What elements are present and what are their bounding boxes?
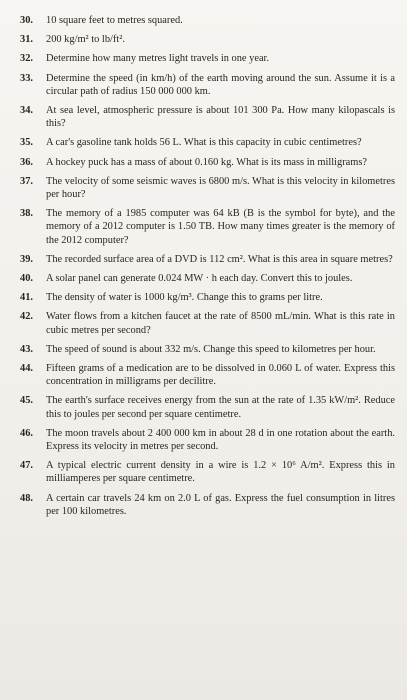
problem-item bbox=[16, 52, 395, 65]
problem-item bbox=[16, 272, 395, 285]
problem-item bbox=[16, 362, 395, 388]
problem-number: 46. bbox=[20, 427, 33, 439]
problem-text: A solar panel can generate 0.024 MW · h each day. Convert this to joules. bbox=[46, 273, 353, 285]
problem-item bbox=[16, 343, 395, 356]
problem-item bbox=[16, 104, 395, 130]
problem-number: 32. bbox=[20, 53, 33, 65]
problem-text: 10 square feet to metres squared. bbox=[46, 15, 183, 26]
problem-number: 48. bbox=[20, 492, 33, 504]
problem-number: 33. bbox=[20, 72, 33, 84]
problem-text: At sea level, atmospheric pressure is about 101 300 Pa. How many kilopascals is this? bbox=[46, 105, 395, 130]
problem-item bbox=[16, 207, 395, 247]
problem-text: Determine the speed (in km/h) of the earth moving around the sun. Assume it is a circular path of radius 150 000 000 km. bbox=[46, 72, 395, 97]
problem-number: 37. bbox=[20, 175, 33, 187]
problem-text: Fifteen grams of a medication are to be dissolved in 0.060 L of water. Express this concentration in milligrams per decilitre. bbox=[46, 363, 395, 388]
problem-text: The density of water is 1000 kg/m³. Change this to grams per litre. bbox=[46, 292, 323, 304]
problem-number: 34. bbox=[20, 105, 33, 117]
problem-item bbox=[16, 459, 395, 485]
problem-list bbox=[16, 14, 395, 518]
problem-text: The recorded surface area of a DVD is 112 cm². What is this area in square metres? bbox=[46, 253, 393, 265]
problem-text: The moon travels about 2 400 000 km in about 28 d in one rotation about the earth. Express its velocity in metres per second. bbox=[46, 427, 395, 453]
problem-text: 200 kg/m² to lb/ft². bbox=[46, 34, 125, 46]
problem-number: 47. bbox=[20, 460, 33, 472]
problem-number: 35. bbox=[20, 137, 33, 149]
problem-number: 42. bbox=[20, 311, 33, 323]
problem-item bbox=[16, 156, 395, 169]
problem-text: A car's gasoline tank holds 56 L. What is this capacity in cubic centimetres? bbox=[46, 137, 362, 149]
problem-item bbox=[16, 291, 395, 304]
problem-text: A typical electric current density in a wire is 1.2 × 10⁶ A/m². Express this in milliamperes per square centimetre. bbox=[46, 460, 395, 485]
problem-item bbox=[16, 136, 395, 149]
problem-number: 30. bbox=[20, 15, 33, 26]
problem-number: 44. bbox=[20, 363, 33, 375]
problem-number: 38. bbox=[20, 208, 33, 220]
problem-item bbox=[16, 492, 395, 518]
problem-number: 40. bbox=[20, 273, 33, 285]
problem-item bbox=[16, 33, 395, 46]
problem-item bbox=[16, 253, 395, 266]
problem-item bbox=[16, 14, 395, 27]
problem-item bbox=[16, 394, 395, 420]
problem-text: The velocity of some seismic waves is 6800 m/s. What is this velocity in kilometres per hour? bbox=[46, 175, 395, 201]
problem-text: A hockey puck has a mass of about 0.160 kg. What is its mass in milligrams? bbox=[46, 156, 368, 168]
problem-item bbox=[16, 175, 395, 201]
problem-item bbox=[16, 72, 395, 98]
problem-number: 36. bbox=[20, 156, 33, 168]
problem-text: The earth's surface receives energy from the sun at the rate of 1.35 kW/m². Reduce this to joules per second per square centimetre. bbox=[46, 395, 395, 420]
problem-number: 41. bbox=[20, 292, 33, 304]
problem-number: 45. bbox=[20, 395, 33, 407]
problem-number: 31. bbox=[20, 34, 33, 46]
problem-item bbox=[16, 427, 395, 453]
problem-number: 43. bbox=[20, 343, 33, 355]
problem-text: The speed of sound is about 332 m/s. Change this speed to kilometres per hour. bbox=[46, 343, 376, 355]
problem-item bbox=[16, 310, 395, 336]
problem-text: Water flows from a kitchen faucet at the rate of 8500 mL/min. What is this rate in cubic metres per second? bbox=[46, 311, 395, 336]
problem-text: A certain car travels 24 km on 2.0 L of gas. Express the fuel consumption in litres per 100 kilometres. bbox=[46, 492, 395, 517]
problem-text: The memory of a 1985 computer was 64 kB (B is the symbol for byte), and the memory of a 2012 computer is 1.50 TB. How many times greater is the memory of the 2012 computer? bbox=[46, 208, 395, 246]
problem-number: 39. bbox=[20, 253, 33, 265]
problem-text: Determine how many metres light travels in one year. bbox=[46, 53, 270, 65]
